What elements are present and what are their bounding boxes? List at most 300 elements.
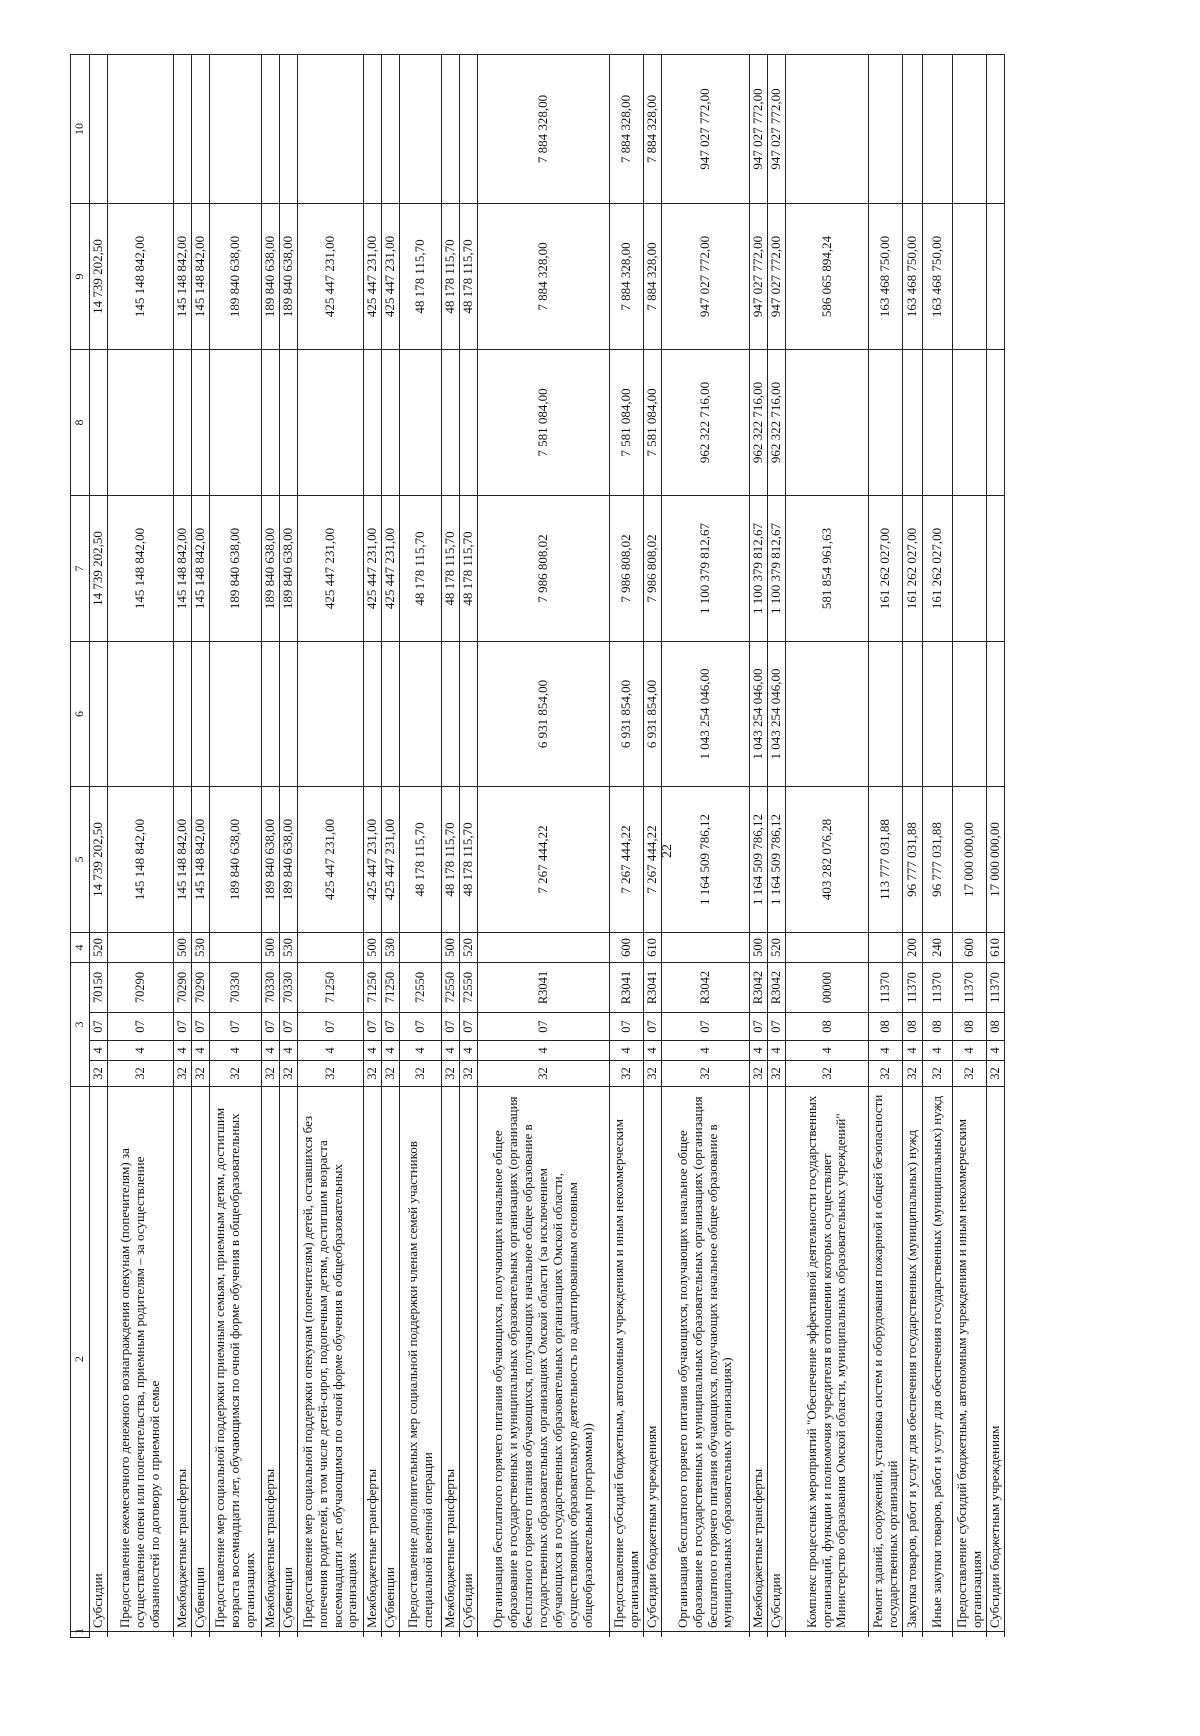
amount-cell-6 <box>442 642 460 787</box>
amount-cell-8 <box>280 350 298 496</box>
amount-cell-9: 425 447 231,00 <box>364 204 382 350</box>
amount-cell-9 <box>953 204 987 350</box>
row-spacer-cell <box>662 1632 750 1638</box>
amount-cell-7: 425 447 231,00 <box>382 496 400 642</box>
amount-cell-8 <box>298 350 364 496</box>
amount-cell-9: 48 178 115,70 <box>460 204 478 350</box>
code-subprogram-cell: 4 <box>298 1041 364 1061</box>
row-name-cell: Субвенции <box>192 1087 210 1632</box>
amount-cell-8 <box>923 350 953 496</box>
column-header-5: 5 <box>71 787 90 933</box>
amount-cell-7: 48 178 115,70 <box>460 496 478 642</box>
page-number: 22 <box>660 844 675 858</box>
code-complex-cell: 08 <box>786 1013 869 1041</box>
amount-cell-10 <box>174 55 192 204</box>
amount-cell-10 <box>987 55 1005 204</box>
code-subprogram-cell: 4 <box>382 1041 400 1061</box>
code-subprogram-cell: 4 <box>174 1041 192 1061</box>
amount-cell-9 <box>987 204 1005 350</box>
code-direction-cell: R3042 <box>768 963 786 1013</box>
amount-cell-6 <box>192 642 210 787</box>
amount-cell-10: 7 884 328,00 <box>478 55 610 204</box>
code-subprogram-cell: 4 <box>869 1041 903 1061</box>
amount-cell-6: 1 043 254 046,00 <box>768 642 786 787</box>
amount-cell-5: 17 000 000,00 <box>953 787 987 933</box>
table-row <box>869 55 903 1638</box>
amount-cell-7: 425 447 231,00 <box>364 496 382 642</box>
code-direction-cell: 11370 <box>903 963 923 1013</box>
amount-cell-7: 189 840 638,00 <box>262 496 280 642</box>
table-row <box>280 55 298 1638</box>
code-program-cell: 32 <box>662 1061 750 1087</box>
amount-cell-8 <box>174 350 192 496</box>
code-complex-cell: 07 <box>174 1013 192 1041</box>
amount-cell-5: 96 777 031,88 <box>923 787 953 933</box>
column-header-3: 3 <box>71 963 90 1087</box>
amount-cell-6: 6 931 854,00 <box>644 642 662 787</box>
amount-cell-7: 189 840 638,00 <box>280 496 298 642</box>
code-program-cell: 32 <box>280 1061 298 1087</box>
row-name-cell: Межбюджетные трансферты <box>442 1087 460 1632</box>
amount-cell-6: 6 931 854,00 <box>610 642 644 787</box>
code-subprogram-cell: 4 <box>662 1041 750 1061</box>
amount-cell-5: 145 148 842,00 <box>174 787 192 933</box>
amount-cell-7: 145 148 842,00 <box>174 496 192 642</box>
amount-cell-5: 145 148 842,00 <box>192 787 210 933</box>
code-program-cell: 32 <box>644 1061 662 1087</box>
code-direction-cell: R3041 <box>610 963 644 1013</box>
code-complex-cell: 08 <box>903 1013 923 1041</box>
expense-type-cell <box>786 933 869 963</box>
amount-cell-8: 962 322 716,00 <box>662 350 750 496</box>
amount-cell-6 <box>460 642 478 787</box>
code-direction-cell: 72550 <box>442 963 460 1013</box>
code-complex-cell: 07 <box>750 1013 768 1041</box>
amount-cell-8: 7 581 084,00 <box>478 350 610 496</box>
amount-cell-6 <box>298 642 364 787</box>
amount-cell-7: 48 178 115,70 <box>442 496 460 642</box>
table-body <box>90 55 1005 1638</box>
amount-cell-9: 145 148 842,00 <box>174 204 192 350</box>
code-complex-cell: 07 <box>662 1013 750 1041</box>
table-row <box>210 55 262 1638</box>
row-spacer-cell <box>298 1632 364 1638</box>
amount-cell-9: 14 739 202,50 <box>90 204 108 350</box>
row-name-cell: Иные закупки товаров, работ и услуг для обеспечения государственных (муниципальных) нужд <box>923 1087 953 1632</box>
row-name-cell: Комплекс процессных мероприятий "Обеспечение эффективной деятельности государственных организаций, функции и полномочия учредителя в отношении которых осуществляет Министерство образования Омской области, муниципальных образовательных учреждений" <box>786 1087 869 1632</box>
amount-cell-6 <box>869 642 903 787</box>
row-name-cell: Субсидии бюджетным учреждениям <box>644 1087 662 1632</box>
amount-cell-5: 48 178 115,70 <box>442 787 460 933</box>
code-program-cell: 32 <box>478 1061 610 1087</box>
amount-cell-5: 7 267 444,22 <box>644 787 662 933</box>
amount-cell-6 <box>262 642 280 787</box>
row-spacer-cell <box>953 1632 987 1638</box>
amount-cell-5: 48 178 115,70 <box>400 787 442 933</box>
row-spacer-cell <box>382 1632 400 1638</box>
amount-cell-9: 145 148 842,00 <box>108 204 174 350</box>
amount-cell-7 <box>953 496 987 642</box>
expense-type-cell: 600 <box>610 933 644 963</box>
code-program-cell: 32 <box>953 1061 987 1087</box>
amount-cell-7: 425 447 231,00 <box>298 496 364 642</box>
amount-cell-5: 425 447 231,00 <box>364 787 382 933</box>
code-complex-cell: 07 <box>400 1013 442 1041</box>
amount-cell-6 <box>210 642 262 787</box>
amount-cell-10 <box>298 55 364 204</box>
amount-cell-7: 7 986 808,02 <box>478 496 610 642</box>
amount-cell-6: 1 043 254 046,00 <box>750 642 768 787</box>
expense-type-cell <box>662 933 750 963</box>
amount-cell-8 <box>442 350 460 496</box>
amount-cell-10 <box>786 55 869 204</box>
amount-cell-8 <box>262 350 280 496</box>
code-program-cell: 32 <box>610 1061 644 1087</box>
code-program-cell: 32 <box>108 1061 174 1087</box>
row-name-cell: Предоставление мер социальной поддержки приемным семьям, приемным детям, достигшим возраста восемнадцати лет, обучающимся по очной форме обучения в общеобразовательных организациях <box>210 1087 262 1632</box>
amount-cell-5: 189 840 638,00 <box>280 787 298 933</box>
amount-cell-5: 113 777 031,88 <box>869 787 903 933</box>
amount-cell-5: 189 840 638,00 <box>210 787 262 933</box>
amount-cell-7: 7 986 808,02 <box>644 496 662 642</box>
code-direction-cell: 11370 <box>869 963 903 1013</box>
code-subprogram-cell: 4 <box>400 1041 442 1061</box>
table-row <box>364 55 382 1638</box>
row-name-cell: Предоставление ежемесячного денежного вознаграждения опекунам (попечителям) за осуществление опеки или попечительства, приемным родителям – за осуществление обязанностей по договору о приемной семье <box>108 1087 174 1632</box>
expense-type-cell: 520 <box>460 933 478 963</box>
row-spacer-cell <box>192 1632 210 1638</box>
code-direction-cell: 00000 <box>786 963 869 1013</box>
amount-cell-7: 161 262 027,00 <box>923 496 953 642</box>
row-name-cell: Субсидии <box>90 1087 108 1632</box>
amount-cell-6: 6 931 854,00 <box>478 642 610 787</box>
table-row <box>382 55 400 1638</box>
code-direction-cell: 70330 <box>280 963 298 1013</box>
row-spacer-cell <box>262 1632 280 1638</box>
amount-cell-9: 163 468 750,00 <box>903 204 923 350</box>
code-complex-cell: 07 <box>108 1013 174 1041</box>
row-name-cell: Предоставление мер социальной поддержки опекунам (попечителям) детей, оставшихся без попечения родителей, в том числе детей-сирот, подопечным детям, достигшим возраста восемнадцати лет, обучающимся по очной форме обучения в общеобразовательных организациях <box>298 1087 364 1632</box>
amount-cell-7: 145 148 842,00 <box>108 496 174 642</box>
code-subprogram-cell: 4 <box>750 1041 768 1061</box>
column-header-2: 2 <box>71 1087 90 1632</box>
amount-cell-9: 189 840 638,00 <box>262 204 280 350</box>
amount-cell-9: 425 447 231,00 <box>298 204 364 350</box>
table-row <box>987 55 1005 1638</box>
code-complex-cell: 07 <box>442 1013 460 1041</box>
code-program-cell: 32 <box>90 1061 108 1087</box>
code-complex-cell: 07 <box>210 1013 262 1041</box>
code-program-cell: 32 <box>262 1061 280 1087</box>
code-direction-cell: 70290 <box>192 963 210 1013</box>
code-subprogram-cell: 4 <box>610 1041 644 1061</box>
table-row <box>192 55 210 1638</box>
amount-cell-8 <box>364 350 382 496</box>
amount-cell-5: 7 267 444,22 <box>478 787 610 933</box>
amount-cell-8 <box>210 350 262 496</box>
amount-cell-8 <box>903 350 923 496</box>
code-subprogram-cell: 4 <box>953 1041 987 1061</box>
code-subprogram-cell: 4 <box>210 1041 262 1061</box>
amount-cell-5: 1 164 509 786,12 <box>750 787 768 933</box>
expense-type-cell: 500 <box>174 933 192 963</box>
amount-cell-8 <box>953 350 987 496</box>
amount-cell-10 <box>903 55 923 204</box>
code-direction-cell: 71250 <box>298 963 364 1013</box>
amount-cell-9: 48 178 115,70 <box>400 204 442 350</box>
row-name-cell: Межбюджетные трансферты <box>262 1087 280 1632</box>
amount-cell-8 <box>90 350 108 496</box>
row-name-cell: Субсидии бюджетным учреждениям <box>987 1087 1005 1632</box>
column-header-4: 4 <box>71 933 90 963</box>
row-spacer-cell <box>108 1632 174 1638</box>
code-complex-cell: 08 <box>869 1013 903 1041</box>
amount-cell-9: 947 027 772,00 <box>662 204 750 350</box>
table-row <box>662 55 750 1638</box>
expense-type-cell <box>210 933 262 963</box>
code-direction-cell: R3042 <box>750 963 768 1013</box>
column-header-8: 8 <box>71 350 90 496</box>
amount-cell-8 <box>786 350 869 496</box>
column-header-7: 7 <box>71 496 90 642</box>
amount-cell-5: 425 447 231,00 <box>382 787 400 933</box>
amount-cell-5: 96 777 031,88 <box>903 787 923 933</box>
amount-cell-5: 403 282 076,28 <box>786 787 869 933</box>
expense-type-cell: 530 <box>280 933 298 963</box>
amount-cell-10 <box>210 55 262 204</box>
code-program-cell: 32 <box>382 1061 400 1087</box>
amount-cell-8 <box>108 350 174 496</box>
code-complex-cell: 07 <box>460 1013 478 1041</box>
code-subprogram-cell: 4 <box>460 1041 478 1061</box>
amount-cell-6 <box>923 642 953 787</box>
code-complex-cell: 07 <box>478 1013 610 1041</box>
amount-cell-10 <box>280 55 298 204</box>
code-direction-cell: R3041 <box>644 963 662 1013</box>
expense-type-cell: 610 <box>644 933 662 963</box>
amount-cell-5: 1 164 509 786,12 <box>662 787 750 933</box>
table-row <box>610 55 644 1638</box>
amount-cell-7: 48 178 115,70 <box>400 496 442 642</box>
column-header-1: 1 <box>71 1632 90 1638</box>
amount-cell-6 <box>953 642 987 787</box>
amount-cell-9: 586 065 894,24 <box>786 204 869 350</box>
code-complex-cell: 07 <box>644 1013 662 1041</box>
amount-cell-8 <box>400 350 442 496</box>
amount-cell-9: 947 027 772,00 <box>768 204 786 350</box>
amount-cell-5: 7 267 444,22 <box>610 787 644 933</box>
table-row <box>786 55 869 1638</box>
code-subprogram-cell: 4 <box>90 1041 108 1061</box>
expense-type-cell: 520 <box>90 933 108 963</box>
amount-cell-10: 947 027 772,00 <box>750 55 768 204</box>
amount-cell-10 <box>869 55 903 204</box>
row-name-cell: Субсидии <box>460 1087 478 1632</box>
code-program-cell: 32 <box>364 1061 382 1087</box>
code-subprogram-cell: 4 <box>262 1041 280 1061</box>
row-name-cell: Предоставление субсидий бюджетным, автономным учреждениям и иным некоммерческим организациям <box>953 1087 987 1632</box>
row-spacer-cell <box>644 1632 662 1638</box>
code-program-cell: 32 <box>298 1061 364 1087</box>
table-row <box>953 55 987 1638</box>
row-name-cell: Межбюджетные трансферты <box>364 1087 382 1632</box>
table-row <box>923 55 953 1638</box>
amount-cell-8 <box>987 350 1005 496</box>
code-subprogram-cell: 4 <box>768 1041 786 1061</box>
code-program-cell: 32 <box>786 1061 869 1087</box>
expense-type-cell <box>298 933 364 963</box>
amount-cell-7: 145 148 842,00 <box>192 496 210 642</box>
amount-cell-8: 7 581 084,00 <box>644 350 662 496</box>
row-name-cell: Ремонт зданий, сооружений, установка систем и оборудования пожарной и общей безопасности государственных организаций <box>869 1087 903 1632</box>
code-complex-cell: 07 <box>768 1013 786 1041</box>
expense-type-cell <box>869 933 903 963</box>
code-program-cell: 32 <box>400 1061 442 1087</box>
row-spacer-cell <box>90 1632 108 1638</box>
code-subprogram-cell: 4 <box>903 1041 923 1061</box>
amount-cell-9: 189 840 638,00 <box>280 204 298 350</box>
code-direction-cell: 70290 <box>174 963 192 1013</box>
table-row <box>174 55 192 1638</box>
code-complex-cell: 07 <box>192 1013 210 1041</box>
amount-cell-10: 7 884 328,00 <box>610 55 644 204</box>
code-program-cell: 32 <box>768 1061 786 1087</box>
expense-type-cell: 240 <box>923 933 953 963</box>
row-spacer-cell <box>210 1632 262 1638</box>
code-subprogram-cell: 4 <box>786 1041 869 1061</box>
code-direction-cell: 70330 <box>262 963 280 1013</box>
amount-cell-9: 163 468 750,00 <box>869 204 903 350</box>
code-subprogram-cell: 4 <box>108 1041 174 1061</box>
amount-cell-10: 947 027 772,00 <box>662 55 750 204</box>
budget-table <box>70 54 1005 1638</box>
row-spacer-cell <box>460 1632 478 1638</box>
amount-cell-10: 7 884 328,00 <box>644 55 662 204</box>
code-complex-cell: 07 <box>382 1013 400 1041</box>
row-name-cell: Предоставление дополнительных мер социальной поддержки членам семей участников специальной военной операции <box>400 1087 442 1632</box>
amount-cell-8 <box>869 350 903 496</box>
amount-cell-10 <box>364 55 382 204</box>
amount-cell-7: 161 262 027,00 <box>903 496 923 642</box>
amount-cell-5: 14 739 202,50 <box>90 787 108 933</box>
code-direction-cell: R3041 <box>478 963 610 1013</box>
amount-cell-7: 14 739 202,50 <box>90 496 108 642</box>
amount-cell-7: 7 986 808,02 <box>610 496 644 642</box>
expense-type-cell: 530 <box>192 933 210 963</box>
amount-cell-9: 145 148 842,00 <box>192 204 210 350</box>
row-spacer-cell <box>903 1632 923 1638</box>
row-name-cell: Организация бесплатного горячего питания обучающихся, получающих начальное общее образование в государственных и муниципальных образовательных организациях (организация бесплатного горячего питания обучающихся, получающих начальное общее образование в государственных образовательных организациях Омской области (за исключением обучающихся в государственных образовательных организациях Омской области, осуществляющих образовательную деятельность по адаптированным основным общеобразовательным программам)) <box>478 1087 610 1632</box>
expense-type-cell: 500 <box>364 933 382 963</box>
code-direction-cell: 72550 <box>460 963 478 1013</box>
amount-cell-6 <box>108 642 174 787</box>
row-name-cell: Субвенции <box>382 1087 400 1632</box>
amount-cell-5: 48 178 115,70 <box>460 787 478 933</box>
expense-type-cell: 500 <box>442 933 460 963</box>
row-name-cell: Предоставление субсидий бюджетным, автономным учреждениям и иным некоммерческим организациям <box>610 1087 644 1632</box>
amount-cell-10 <box>192 55 210 204</box>
code-program-cell: 32 <box>923 1061 953 1087</box>
row-name-cell: Субсидии <box>768 1087 786 1632</box>
row-name-cell: Межбюджетные трансферты <box>750 1087 768 1632</box>
code-complex-cell: 08 <box>953 1013 987 1041</box>
amount-cell-9: 947 027 772,00 <box>750 204 768 350</box>
code-complex-cell: 07 <box>610 1013 644 1041</box>
amount-cell-10 <box>262 55 280 204</box>
table-row <box>460 55 478 1638</box>
code-subprogram-cell: 4 <box>923 1041 953 1061</box>
code-subprogram-cell: 4 <box>644 1041 662 1061</box>
table-row <box>644 55 662 1638</box>
expense-type-cell <box>478 933 610 963</box>
code-direction-cell: R3042 <box>662 963 750 1013</box>
row-spacer-cell <box>478 1632 610 1638</box>
row-name-cell: Субвенции <box>280 1087 298 1632</box>
amount-cell-9: 7 884 328,00 <box>644 204 662 350</box>
amount-cell-6 <box>987 642 1005 787</box>
code-direction-cell: 70150 <box>90 963 108 1013</box>
code-program-cell: 32 <box>869 1061 903 1087</box>
code-complex-cell: 07 <box>364 1013 382 1041</box>
amount-cell-5: 1 164 509 786,12 <box>768 787 786 933</box>
code-subprogram-cell: 4 <box>478 1041 610 1061</box>
amount-cell-9: 189 840 638,00 <box>210 204 262 350</box>
amount-cell-6 <box>364 642 382 787</box>
code-program-cell: 32 <box>442 1061 460 1087</box>
amount-cell-10 <box>400 55 442 204</box>
amount-cell-6: 1 043 254 046,00 <box>662 642 750 787</box>
code-complex-cell: 07 <box>262 1013 280 1041</box>
code-program-cell: 32 <box>750 1061 768 1087</box>
row-spacer-cell <box>987 1632 1005 1638</box>
code-subprogram-cell: 4 <box>987 1041 1005 1061</box>
code-direction-cell: 11370 <box>987 963 1005 1013</box>
code-direction-cell: 70330 <box>210 963 262 1013</box>
amount-cell-8: 7 581 084,00 <box>610 350 644 496</box>
expense-type-cell: 530 <box>382 933 400 963</box>
amount-cell-8 <box>192 350 210 496</box>
row-name-cell: Организация бесплатного горячего питания обучающихся, получающих начальное общее образование в государственных и муниципальных образовательных организациях (организация бесплатного горячего питания обучающихся, получающих начальное общее образование в муниципальных образовательных организациях) <box>662 1087 750 1632</box>
amount-cell-7 <box>987 496 1005 642</box>
code-subprogram-cell: 4 <box>442 1041 460 1061</box>
row-spacer-cell <box>442 1632 460 1638</box>
table-row <box>750 55 768 1638</box>
amount-cell-10 <box>460 55 478 204</box>
amount-cell-7: 581 854 961,63 <box>786 496 869 642</box>
table-row <box>478 55 610 1638</box>
amount-cell-7: 189 840 638,00 <box>210 496 262 642</box>
row-spacer-cell <box>869 1632 903 1638</box>
code-subprogram-cell: 4 <box>364 1041 382 1061</box>
table-row <box>903 55 923 1638</box>
expense-type-cell: 500 <box>262 933 280 963</box>
code-direction-cell: 11370 <box>923 963 953 1013</box>
code-complex-cell: 07 <box>280 1013 298 1041</box>
amount-cell-9: 425 447 231,00 <box>382 204 400 350</box>
code-complex-cell: 07 <box>90 1013 108 1041</box>
code-complex-cell: 08 <box>987 1013 1005 1041</box>
column-number-row <box>71 55 90 1638</box>
table-row <box>768 55 786 1638</box>
amount-cell-5: 17 000 000,00 <box>987 787 1005 933</box>
amount-cell-8 <box>382 350 400 496</box>
amount-cell-6 <box>382 642 400 787</box>
expense-type-cell <box>400 933 442 963</box>
table-row <box>442 55 460 1638</box>
expense-type-cell: 600 <box>953 933 987 963</box>
amount-cell-10 <box>442 55 460 204</box>
amount-cell-9: 7 884 328,00 <box>610 204 644 350</box>
